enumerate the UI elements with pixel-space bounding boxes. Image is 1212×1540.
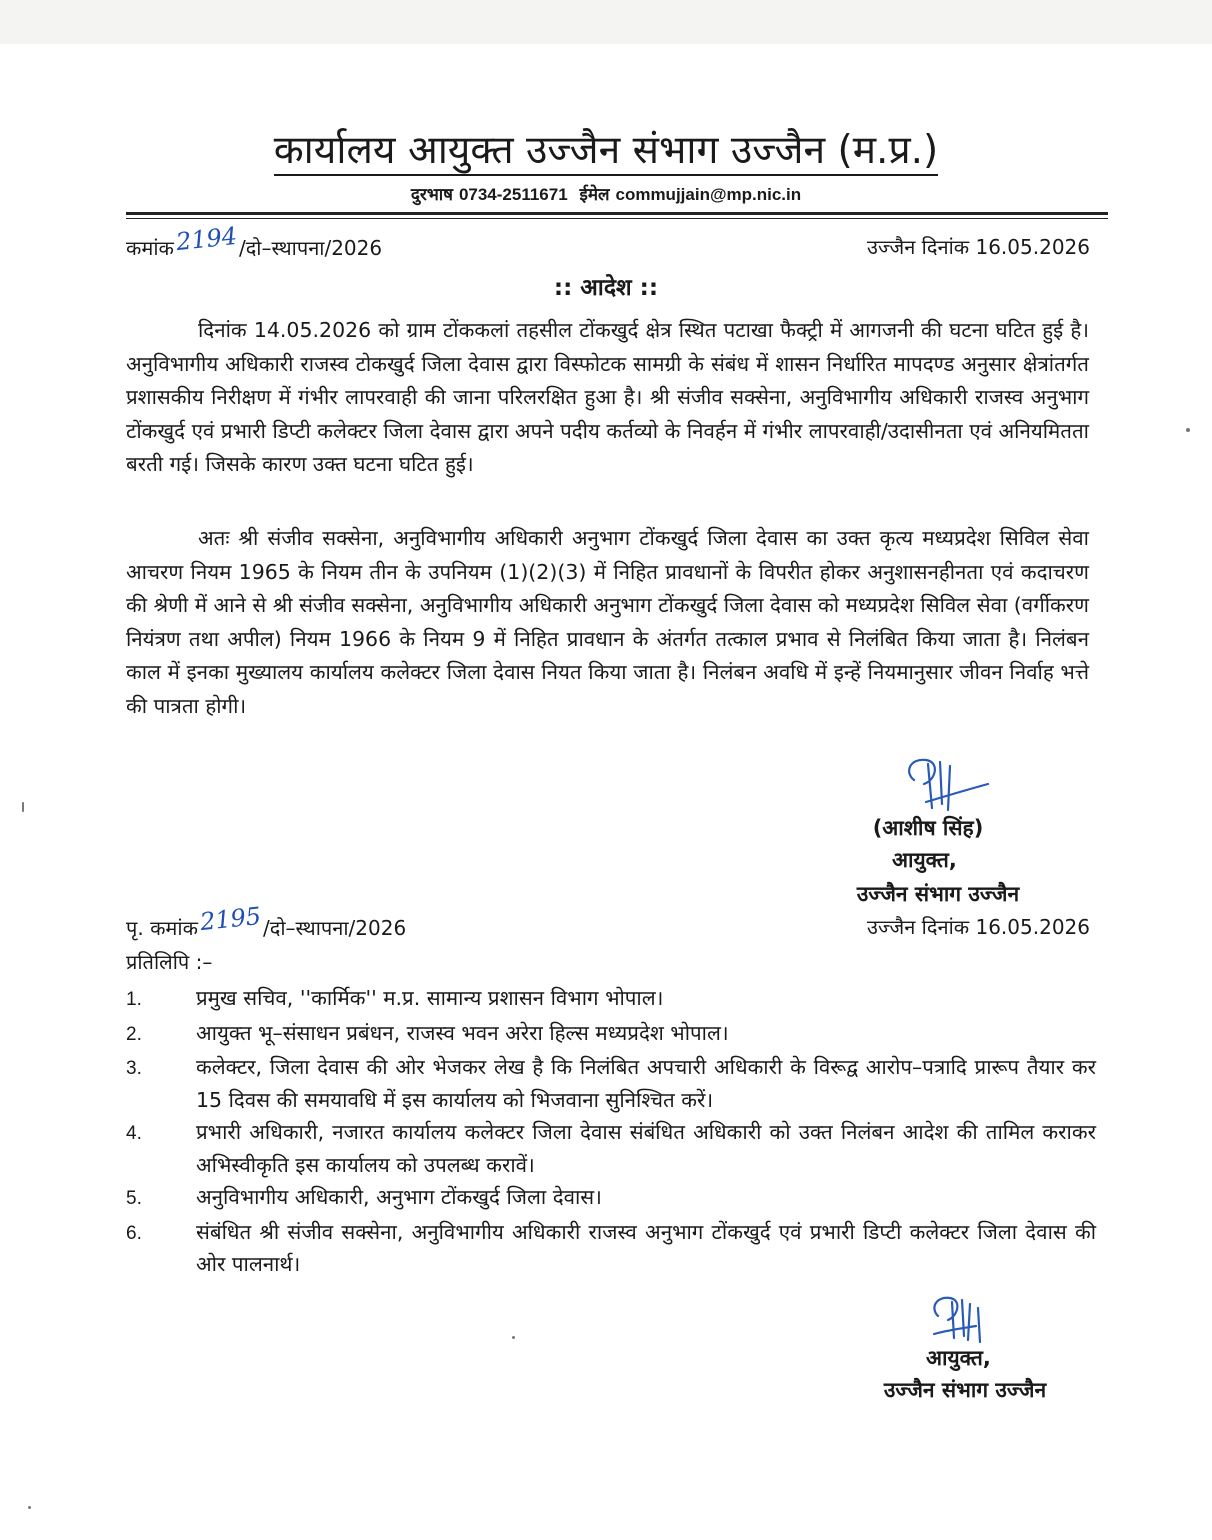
copy-item-text: अनुविभागीय अधिकारी, अनुभाग टोंकखुर्द जिला देवास। bbox=[196, 1185, 602, 1209]
order-document bbox=[0, 44, 1212, 1540]
email-label: ईमेल bbox=[579, 185, 610, 205]
email-address: commujjain@mp.nic.in bbox=[615, 185, 802, 204]
order-heading: :: आदेश :: bbox=[553, 275, 659, 301]
signature-mark-2 bbox=[924, 1290, 1004, 1350]
signer-designation-1: आयुक्त, bbox=[892, 848, 957, 872]
list-item bbox=[126, 1116, 1096, 1181]
list-item bbox=[126, 1181, 1096, 1216]
signature-mark-1 bbox=[896, 750, 996, 820]
scan-speck bbox=[1186, 428, 1190, 432]
list-item bbox=[126, 1017, 1096, 1052]
order-paragraph-1: दिनांक 14.05.2026 को ग्राम टोंककलां तहसील टोंकखुर्द क्षेत्र स्थित पटाखा फैक्ट्री में आगजनी की घटना घटित हुई है। अनुविभागीय अधिकारी राजस्व टोकखुर्द जिला देवास द्वारा विस्फोटक सामग्री के संबंध में शासन निर्धारित मापदण्ड अनुसार क्षेत्रांतर्गत प्रशासकीय निरीक्षण में गंभीर लापरवाही की जाना परिलरक्षित हुआ है। श्री संजीव सक्सेना, अनुविभागीय अधिकारी राजस्व अनुभाग टोंकखुर्द एवं प्रभारी डिप्टी कलेक्टर जिला देवास द्वारा अपने पदीय कर्तव्यो के निवर्हन में गंभीर लापरवाही/उदासीनता एवं अनियमितता बरती गई। जिसके कारण उक्त घटना घटित हुई। bbox=[126, 318, 1089, 476]
order-ref-prefix: कमांक bbox=[126, 236, 174, 260]
copy-to-label: प्रतिलिपि :– bbox=[126, 950, 213, 974]
signer-name: (आशीष सिंह) bbox=[872, 816, 984, 840]
order-ref-handwritten-number: 2194 bbox=[174, 221, 239, 257]
order-paragraph-2: अतः श्री संजीव सक्सेना, अनुविभागीय अधिकारी अनुभाग टोंकखुर्द जिला देवास का उक्त कृत्य मध्यप्रदेश सिविल सेवा आचरण नियम 1965 के नियम तीन के उपनियम (1)(2)(3) में निहित प्रावधानों के विपरीत होकर अनुशासनहीनता एवं कदाचरण की श्रेणी में आने से श्री संजीव सक्सेना, अनुविभागीय अधिकारी अनुभाग टोंकखुर्द जिला देवास को मध्यप्रदेश सिविल सेवा (वर्गीकरण नियंत्रण तथा अपील) नियम 1966 के नियम 9 में निहित प्रावधान के अंतर्गत तत्काल प्रभाव से निलंबित किया जाता है। निलंबन काल में इनका मुख्यालय कार्यालय कलेक्टर जिला देवास नियत किया जाता है। निलंबन अवधि में इन्हें नियमानुसार जीवन निर्वाह भत्ते की पात्रता होगी। bbox=[126, 526, 1089, 718]
copy-item-text: आयुक्त भू–संसाधन प्रबंधन, राजस्व भवन अरेरा हिल्स मध्यप्रदेश भोपाल। bbox=[196, 1020, 729, 1045]
list-item bbox=[126, 982, 1096, 1017]
header-rule-thin bbox=[126, 218, 1108, 219]
copy-item-number: 4. bbox=[126, 1123, 142, 1144]
signer-designation-2: आयुक्त, bbox=[926, 1346, 991, 1370]
order-place-date: उज्जैन दिनांक 16.05.2026 bbox=[866, 235, 1090, 259]
copy-item-number: 3. bbox=[126, 1058, 142, 1079]
copy-item-number: 2. bbox=[126, 1023, 142, 1045]
contact-line bbox=[0, 182, 1212, 205]
office-title bbox=[0, 126, 1212, 176]
copy-item-text: प्रभारी अधिकारी, नजारत कार्यालय कलेक्टर जिला देवास संबंधित अधिकारी को उक्त निलंबन आदेश की तामिल कराकर अभिस्वीकृति इस कार्यालय को उपलब्ध करावें। bbox=[196, 1120, 1096, 1177]
list-item bbox=[126, 1216, 1096, 1281]
signer-block-1 bbox=[818, 812, 1038, 844]
endorsement-place-date: उज्जैन दिनांक 16.05.2026 bbox=[866, 915, 1090, 939]
signer-office-1: उज्जैन संभाग उज्जैन bbox=[856, 882, 1020, 906]
phone-number: 0734-2511671 bbox=[458, 185, 568, 204]
copy-item-number: 6. bbox=[126, 1222, 142, 1244]
endorsement-ref-suffix: /दो–स्थापना/2026 bbox=[263, 916, 407, 940]
header-rule-thick bbox=[126, 212, 1108, 215]
copy-to-list bbox=[126, 982, 1096, 1281]
scan-speck bbox=[512, 1336, 515, 1339]
endorsement-reference-line bbox=[126, 901, 1090, 941]
copy-item-number: 1. bbox=[126, 989, 142, 1010]
copy-item-number: 5. bbox=[126, 1188, 142, 1209]
scan-speck bbox=[22, 802, 24, 812]
office-title-text: कार्यालय आयुक्त उज्जैन संभाग उज्जैन (म.प्र.) bbox=[274, 128, 939, 176]
endorsement-ref-prefix: पृ. कमांक bbox=[126, 916, 198, 940]
phone-label: दुरभाष bbox=[410, 185, 454, 205]
order-ref-suffix: /दो–स्थापना/2026 bbox=[238, 236, 383, 260]
order-reference-line bbox=[126, 221, 1090, 261]
endorsement-reference bbox=[126, 901, 407, 941]
scan-speck bbox=[28, 1506, 31, 1509]
copy-item-text: कलेक्टर, जिला देवास की ओर भेजकर लेख है कि निलंबित अपचारी अधिकारी के विरूद्व आरोप–पत्रादि प्रारूप तैयार कर 15 दिवस की समयावधि में इस कार्यालय को भिजवाना सुनिश्चित करें। bbox=[196, 1055, 1096, 1112]
copy-item-text: संबंधित श्री संजीव सक्सेना, अनुविभागीय अधिकारी राजस्व अनुभाग टोंकखुर्द एवं प्रभारी डिप्टी कलेक्टर जिला देवास की ओर पालनार्थ। bbox=[196, 1219, 1097, 1276]
order-reference bbox=[126, 221, 383, 261]
copy-item-text: प्रमुख सचिव, ''कार्मिक'' म.प्र. सामान्य प्रशासन विभाग भोपाल। bbox=[196, 986, 664, 1010]
endorsement-ref-handwritten-number: 2195 bbox=[198, 901, 263, 937]
signer-office-2: उज्जैन संभाग उज्जैन bbox=[883, 1378, 1047, 1402]
list-item bbox=[126, 1051, 1096, 1116]
